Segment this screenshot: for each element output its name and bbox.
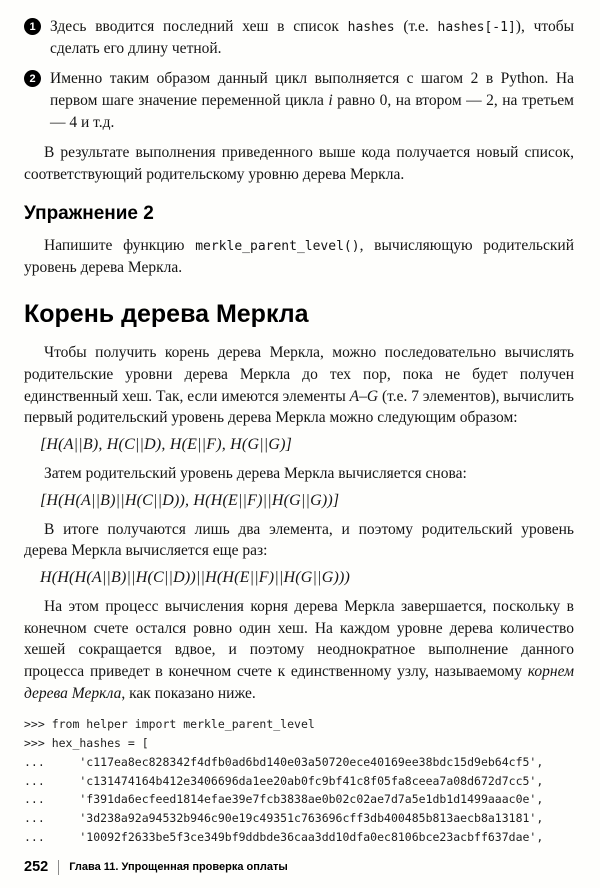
callout-list: [24, 16, 574, 133]
paragraph-two-elements: В итоге получаются лишь два элемента, и поэтому родительский уровень дерева Меркла вычисляется еще раз:: [24, 520, 574, 560]
chapter-title: Глава 11. Упрощенная проверка оплаты: [69, 861, 288, 873]
exercise-heading: Упражнение 2: [24, 202, 154, 224]
callout-item-2: [24, 68, 574, 133]
inline-code: hashes[-1]: [437, 20, 516, 35]
paragraph-merkle-intro: [24, 342, 574, 429]
text-segment: На этом процесс вычисления корня дерева Меркла завершается, поскольку в конечном счете остался ровно один хеш. На каждом уровне дерева количество хешей сокращается вдвое, и поэтому неоднократное выполнение данного процесса приведет в конечном счете к единственному узлу, называемому: [24, 598, 574, 681]
paragraph-again: Затем родительский уровень дерева Меркла вычисляется снова:: [44, 464, 467, 482]
text-segment: Чтобы получить корень дерева Меркла, можно последовательно вычислять родительские уровни дерева Меркла до тех пор, пока не будет получен единственный хеш. Так, если имеются элементы: [24, 344, 574, 405]
paragraph-exercise: [24, 235, 574, 278]
code-block: [24, 715, 574, 846]
callout-text-segment: (т.е.: [394, 18, 438, 35]
callout-text-segment: равно 0, на втором — 2, на третьем — 4 и т.д.: [50, 92, 574, 131]
footer-divider: [58, 860, 59, 875]
term-merkle-root: корнем дерева Меркла: [24, 663, 574, 702]
callout-text-segment: Именно таким образом данный цикл выполняется с шагом 2 в Python. На первом шаге значение переменной цикла: [50, 70, 574, 110]
formula-merkle-root: H(H(H(A||B)||H(C||D))||H(H(E||F)||H(G||G))): [40, 569, 351, 586]
text-segment: , вычисляющую родительский уровень дерева Меркла.: [24, 236, 575, 276]
code-line: ... 'c131474164b412e3406696da1ee20ab0fc9bf41c8f05fa8ceea7a08d672d7cc5',: [24, 773, 544, 788]
page-footer: [24, 859, 288, 875]
code-line: >>> hex_hashes = [: [24, 736, 149, 751]
text-segment: , как показано ниже.: [121, 684, 256, 702]
formula-parent-level-1: [H(A||B), H(C||D), H(E||F), H(G||G)]: [40, 435, 293, 453]
paragraph-conclusion: [24, 596, 574, 704]
callout-number-badge: 1: [24, 18, 41, 35]
page-number: 252: [24, 859, 49, 875]
callout-number-badge: 2: [24, 70, 41, 87]
text-segment: Напишите функцию: [44, 236, 196, 254]
callout-text-segment: Здесь вводится последний хеш в список: [50, 18, 348, 35]
text-segment: (т.е. 7 элементов), вычислить первый родительский уровень дерева Меркла можно следующим образом:: [24, 387, 574, 427]
section-heading: Корень дерева Меркла: [24, 300, 309, 329]
callout-text-segment: ), чтобы сделать его длину четной.: [50, 18, 575, 57]
inline-code: merkle_parent_level(): [195, 238, 360, 254]
code-line: ... 'c117ea8ec828342f4dfb0ad6bd140e03a50720ece40169ee38bdc15d9eb64cf5',: [24, 754, 544, 769]
code-line: ... 'f391da6ecfeed1814efae39e7fcb3838ae0b02c02ae7d7a5e1db1d1499aaac0e',: [24, 792, 544, 807]
callout-item-1: [24, 16, 574, 59]
paragraph-result: В результате выполнения приведенного выше кода получается новый список, соответствующий родительскому уровню дерева Меркла.: [24, 144, 574, 184]
variable-range: A–G: [349, 387, 379, 405]
formula-parent-level-2: [H(H(A||B)||H(C||D)), H(H(E||F)||H(G||G))]: [40, 491, 340, 509]
callout-text: [50, 68, 574, 133]
code-line: >>> from helper import merkle_parent_level: [24, 717, 315, 732]
variable-name: i: [328, 92, 333, 110]
callout-text: [50, 16, 574, 59]
code-line: ... '10092f2633be5f3ce349bf9ddbde36caa3dd10dfa0ec8106bce23acbff637dae',: [24, 829, 544, 844]
code-line: ... '3d238a92a94532b946c90e19c49351c763696cff3db400485b813aecb8a13181',: [24, 811, 544, 826]
inline-code: hashes: [347, 20, 395, 35]
